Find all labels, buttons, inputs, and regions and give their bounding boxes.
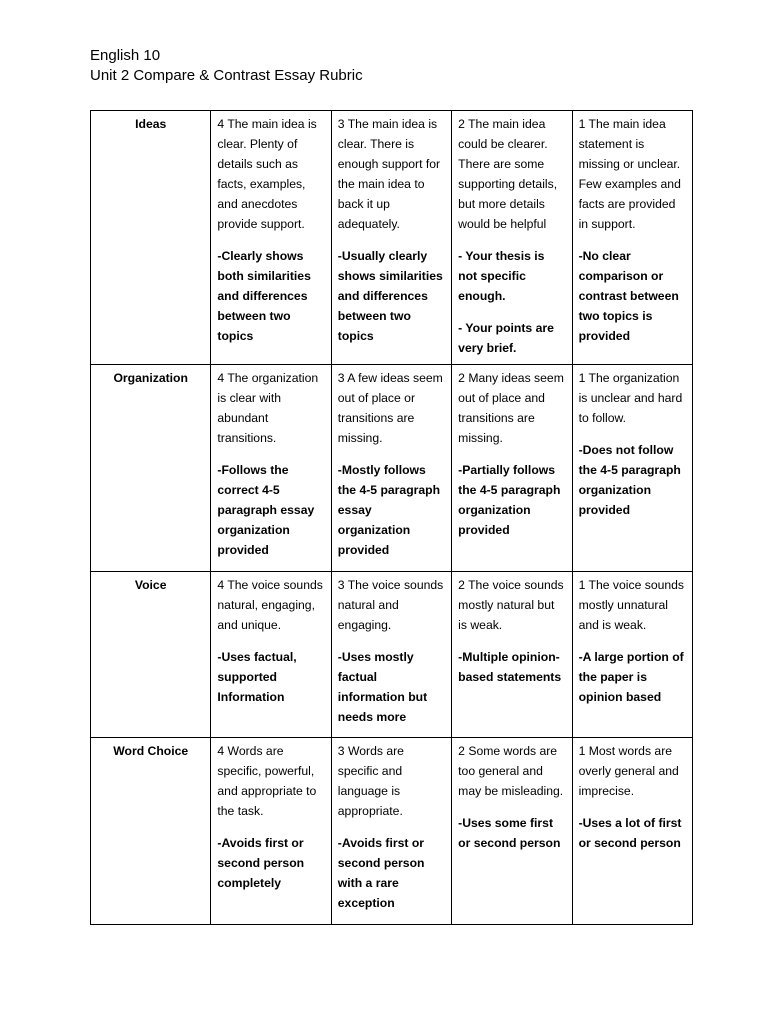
category-label: Word Choice — [91, 738, 211, 925]
score-description: 4 Words are specific, powerful, and appropriate to the task. — [217, 744, 317, 818]
criteria-note: -Uses a lot of first or second person — [578, 816, 682, 850]
category-label: Organization — [91, 365, 211, 572]
criteria-note: -Mostly follows the 4-5 paragraph essay organization provided — [337, 463, 441, 557]
score-description: 1 The organization is unclear and hard to follow. — [578, 371, 683, 425]
criteria-note: -Partially follows the 4-5 paragraph organization provided — [458, 463, 561, 537]
score-1-cell — [572, 111, 692, 365]
score-description: 2 Many ideas seem out of place and transitions are missing. — [458, 371, 564, 445]
score-1-cell — [572, 572, 692, 738]
score-description: 1 Most words are overly general and imprecise. — [578, 744, 679, 798]
criteria-note: -Uses factual, supported Information — [217, 650, 297, 704]
rubric-row — [91, 111, 693, 365]
criteria-note: -Avoids first or second person with a rare exception — [337, 836, 425, 910]
score-description: 2 The main idea could be clearer. There are some supporting details, but more details would be helpful — [458, 117, 558, 231]
score-3-cell — [331, 738, 451, 925]
criteria-note: - Your thesis is not specific enough. — [458, 249, 545, 303]
score-description: 3 A few ideas seem out of place or transitions are missing. — [337, 371, 443, 445]
criteria-note: -A large portion of the paper is opinion based — [578, 650, 684, 704]
rubric-body — [91, 111, 693, 925]
criteria-note: -Multiple opinion-based statements — [458, 650, 562, 684]
score-1-cell — [572, 738, 692, 925]
score-2-cell — [452, 572, 572, 738]
criteria-note: -Uses mostly factual information but needs more — [337, 650, 428, 724]
score-3-cell — [331, 111, 451, 365]
score-4-cell — [211, 111, 331, 365]
score-description: 1 The main idea statement is missing or unclear. Few examples and facts are provided in support. — [578, 117, 681, 231]
rubric-row — [91, 365, 693, 572]
rubric-row — [91, 738, 693, 925]
category-label: Voice — [91, 572, 211, 738]
score-description: 4 The organization is clear with abundant transitions. — [217, 371, 319, 445]
score-3-cell — [331, 365, 451, 572]
criteria-note: -Follows the correct 4-5 paragraph essay organization provided — [217, 463, 315, 557]
score-4-cell — [211, 365, 331, 572]
rubric-row — [91, 572, 693, 738]
score-description: 2 Some words are too general and may be misleading. — [458, 744, 564, 798]
score-4-cell — [211, 738, 331, 925]
score-4-cell — [211, 572, 331, 738]
score-description: 3 The main idea is clear. There is enough support for the main idea to back it up adequately. — [337, 117, 441, 231]
score-description: 4 The voice sounds natural, engaging, and unique. — [217, 578, 323, 632]
criteria-note: -Usually clearly shows similarities and differences between two topics — [337, 249, 443, 343]
rubric-table — [90, 110, 693, 925]
score-description: 1 The voice sounds mostly unnatural and is weak. — [578, 578, 685, 632]
page-title: Unit 2 Compare & Contrast Essay Rubric — [90, 67, 363, 84]
criteria-note: -Clearly shows both similarities and differences between two topics — [217, 249, 311, 343]
score-description: 3 Words are specific and language is appropriate. — [337, 744, 404, 818]
criteria-note: - Your points are very brief. — [458, 321, 554, 355]
score-2-cell — [452, 738, 572, 925]
score-2-cell — [452, 111, 572, 365]
score-2-cell — [452, 365, 572, 572]
score-description: 3 The voice sounds natural and engaging. — [337, 578, 444, 632]
score-description: 2 The voice sounds mostly natural but is weak. — [458, 578, 564, 632]
criteria-note: -No clear comparison or contrast between two topics is provided — [578, 249, 679, 343]
score-3-cell — [331, 572, 451, 738]
criteria-note: -Does not follow the 4-5 paragraph organization provided — [578, 443, 681, 517]
category-label: Ideas — [91, 111, 211, 365]
course-title: English 10 — [90, 47, 161, 64]
score-description: 4 The main idea is clear. Plenty of details such as facts, examples, and anecdotes provide support. — [217, 117, 317, 231]
document-header — [90, 46, 363, 86]
score-1-cell — [572, 365, 692, 572]
criteria-note: -Uses some first or second person — [458, 816, 561, 850]
criteria-note: -Avoids first or second person completely — [217, 836, 305, 890]
